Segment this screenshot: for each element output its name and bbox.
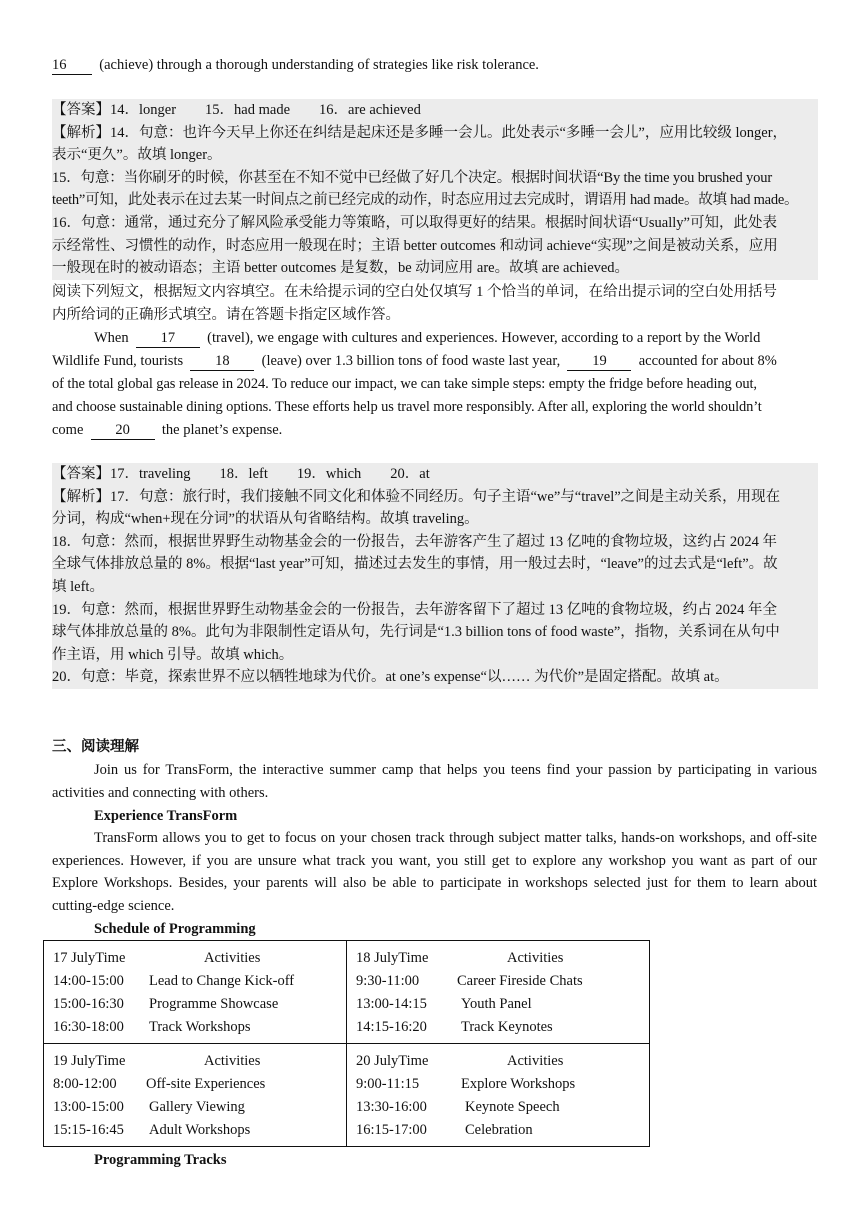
passage-text: accounted for about 8% [638,353,777,369]
schedule-cell [347,1044,650,1147]
passage-text: come [52,422,84,438]
activity: Celebration [465,1122,533,1138]
instructions-line: 内所给词的正确形式填空。请在答题卡指定区域作答。 [52,307,400,323]
day-label: 18 July [356,950,399,966]
activity: Adult Workshops [149,1122,251,1138]
activity: Off-site Experiences [146,1076,266,1092]
activities-header: Activities [204,950,261,966]
time-header: Time [398,1053,429,1069]
analysis-line: 填 left。 [52,579,104,595]
analysis-line: 全球气体排放总量的 8%。根据“last year”可知，描述过去发生的事情，用一般过去时，“leave”的过去式是“left”。故 [52,556,778,573]
analysis-line: 【解析】14．句意：也许今天早上你还在纠结是起床还是多睡一会儿。此处表示“多睡一会儿”，应用比较级 longer， [52,124,788,141]
time-slot: 13:30-16:00 [356,1099,427,1115]
activity: Career Fireside Chats [457,973,583,989]
time-header: Time [95,950,126,966]
activity: Keynote Speech [465,1099,560,1115]
analysis-line: 20．句意：毕竟，探索世界不应以牺牲地球为代价。at one’s expense“以…… 为代价”是固定搭配。故填 at。 [52,669,729,686]
blank-17: 17 [136,329,200,348]
answer-block-1 [52,99,818,280]
activities-header: Activities [507,950,564,966]
schedule-cell [44,941,347,1044]
passage-text: (travel), we engage with cultures and experiences. However, according to a report by the World [207,330,761,346]
time-header: Time [398,950,429,966]
activity: Programme Showcase [149,996,279,1012]
answer-line: 【答案】17．traveling 18．left 19．which 20．at [52,466,430,482]
subheading-schedule: Schedule of Programming [94,921,256,937]
time-slot: 16:30-18:00 [53,1019,124,1035]
experience-paragraph: TransForm allows you to get to focus on your chosen track through subject matter talks, hands-on workshops, and off-site experiences. However, if you are unsure what track you want, you still get to explore any workshop you want as part of our Explore Workshops. Besides, your parents will also be able to participate in workshops selected just for them to learn about cutting-edge science. [52,830,817,914]
time-slot: 13:00-15:00 [53,1099,124,1115]
analysis-line: teeth”可知，此处表示在过去某一时间点之前已经完成的动作，时态应用过去完成时，谓语用 had made。故填 had made。 [52,192,799,209]
subheading-experience: Experience TransForm [94,808,238,824]
answer-block-2 [52,463,818,689]
top-line [52,54,817,76]
activities-header: Activities [507,1053,564,1069]
blank-20: 20 [91,421,155,440]
analysis-line: 【解析】17．句意：旅行时，我们接触不同文化和体验不同经历。句子主语“we”与“travel”之间是主动关系，用现在 [52,488,781,505]
passage-text: When [94,330,129,346]
activity: Youth Panel [461,996,532,1012]
activity: Gallery Viewing [149,1099,245,1115]
time-slot: 8:00-12:00 [53,1076,117,1092]
passage-text: (leave) over 1.3 billion tons of food waste last year, [261,353,561,369]
analysis-line: 19．句意：然而，根据世界野生动物基金会的一份报告，去年游客留下了超过 13 亿吨的食物垃圾，约占 2024 年全 [52,601,777,618]
activity: Explore Workshops [461,1076,576,1092]
time-header: Time [95,1053,126,1069]
analysis-line: 16．句意：通常，通过充分了解风险承受能力等策略，可以取得更好的结果。根据时间状语“Usually”可知，此处表 [52,215,777,231]
day-label: 19 July [53,1053,96,1069]
analysis-line: 一般现在时的被动语态；主语 better outcomes 是复数，be 动词应用 are。故填 are achieved。 [52,260,630,277]
activity: Lead to Change Kick-off [149,973,295,989]
blank-16: 16 [52,56,92,75]
analysis-line: 球气体排放总量的 8%。此句为非限制性定语从句，先行词是“1.3 billion tons of food waste”，指物，关系词在从句中 [52,624,780,641]
day-label: 20 July [356,1053,399,1069]
passage-line [52,419,817,441]
subheading-tracks: Programming Tracks [94,1152,227,1168]
schedule-cell [347,941,650,1044]
passage-line: of the total global gas release in 2024. To reduce our impact, we can take simple steps: empty the fridge before heading out, [52,376,757,392]
section-heading: 三、阅读理解 [52,739,139,755]
time-slot: 15:15-16:45 [53,1122,124,1138]
passage-text: Wildlife Fund, tourists [52,353,184,369]
time-slot: 14:00-15:00 [53,973,124,989]
blank-18: 18 [190,352,254,371]
analysis-line: 15．句意：当你刷牙的时候，你甚至在不知不觉中已经做了好几个决定。根据时间状语“By the time you brushed your [52,169,773,186]
intro-paragraph: Join us for TransForm, the interactive summer camp that helps you teens find your passion by participating in various activities and connecting with others. [52,762,817,801]
passage-line [52,350,817,372]
activity: Track Workshops [149,1019,251,1035]
time-slot: 15:00-16:30 [53,996,124,1012]
day-label: 17 July [53,950,96,966]
time-slot: 13:00-14:15 [356,996,427,1012]
analysis-line: 分词，构成“when+现在分词”的状语从句省略结构。故填 traveling。 [52,511,479,528]
instructions-line: 阅读下列短文，根据短文内容填空。在未给提示词的空白处仅填写 1 个恰当的单词，在给出提示词的空白处用括号 [52,284,777,300]
time-slot: 9:30-11:00 [356,973,420,989]
activity: Track Keynotes [461,1019,553,1035]
top-text: (achieve) through a thorough understanding of strategies like risk tolerance. [99,57,539,73]
time-slot: 14:15-16:20 [356,1019,427,1035]
analysis-line: 18．句意：然而，根据世界野生动物基金会的一份报告，去年游客产生了超过 13 亿吨的食物垃圾，这约占 2024 年 [52,533,777,550]
analysis-line: 表示“更久”。故填 longer。 [52,147,222,164]
passage-text: the planet’s expense. [161,422,283,438]
answer-line: 【答案】14．longer 15．had made 16．are achieved [52,102,421,118]
activities-header: Activities [204,1053,261,1069]
schedule-cell [44,1044,347,1147]
analysis-line: 作主语，用 which 引导。故填 which。 [52,646,294,663]
analysis-line: 示经常性、习惯性的动作，时态应用一般现在时；主语 better outcomes 和动词 achieve“实现”之间是被动关系，应用 [52,237,778,254]
schedule-table [43,940,650,1147]
time-slot: 9:00-11:15 [356,1076,420,1092]
passage-line: and choose sustainable dining options. These efforts help us travel more responsibly. After all, exploring the world shouldn’t [52,399,762,415]
passage-line [94,327,817,349]
time-slot: 16:15-17:00 [356,1122,427,1138]
blank-19: 19 [567,352,631,371]
